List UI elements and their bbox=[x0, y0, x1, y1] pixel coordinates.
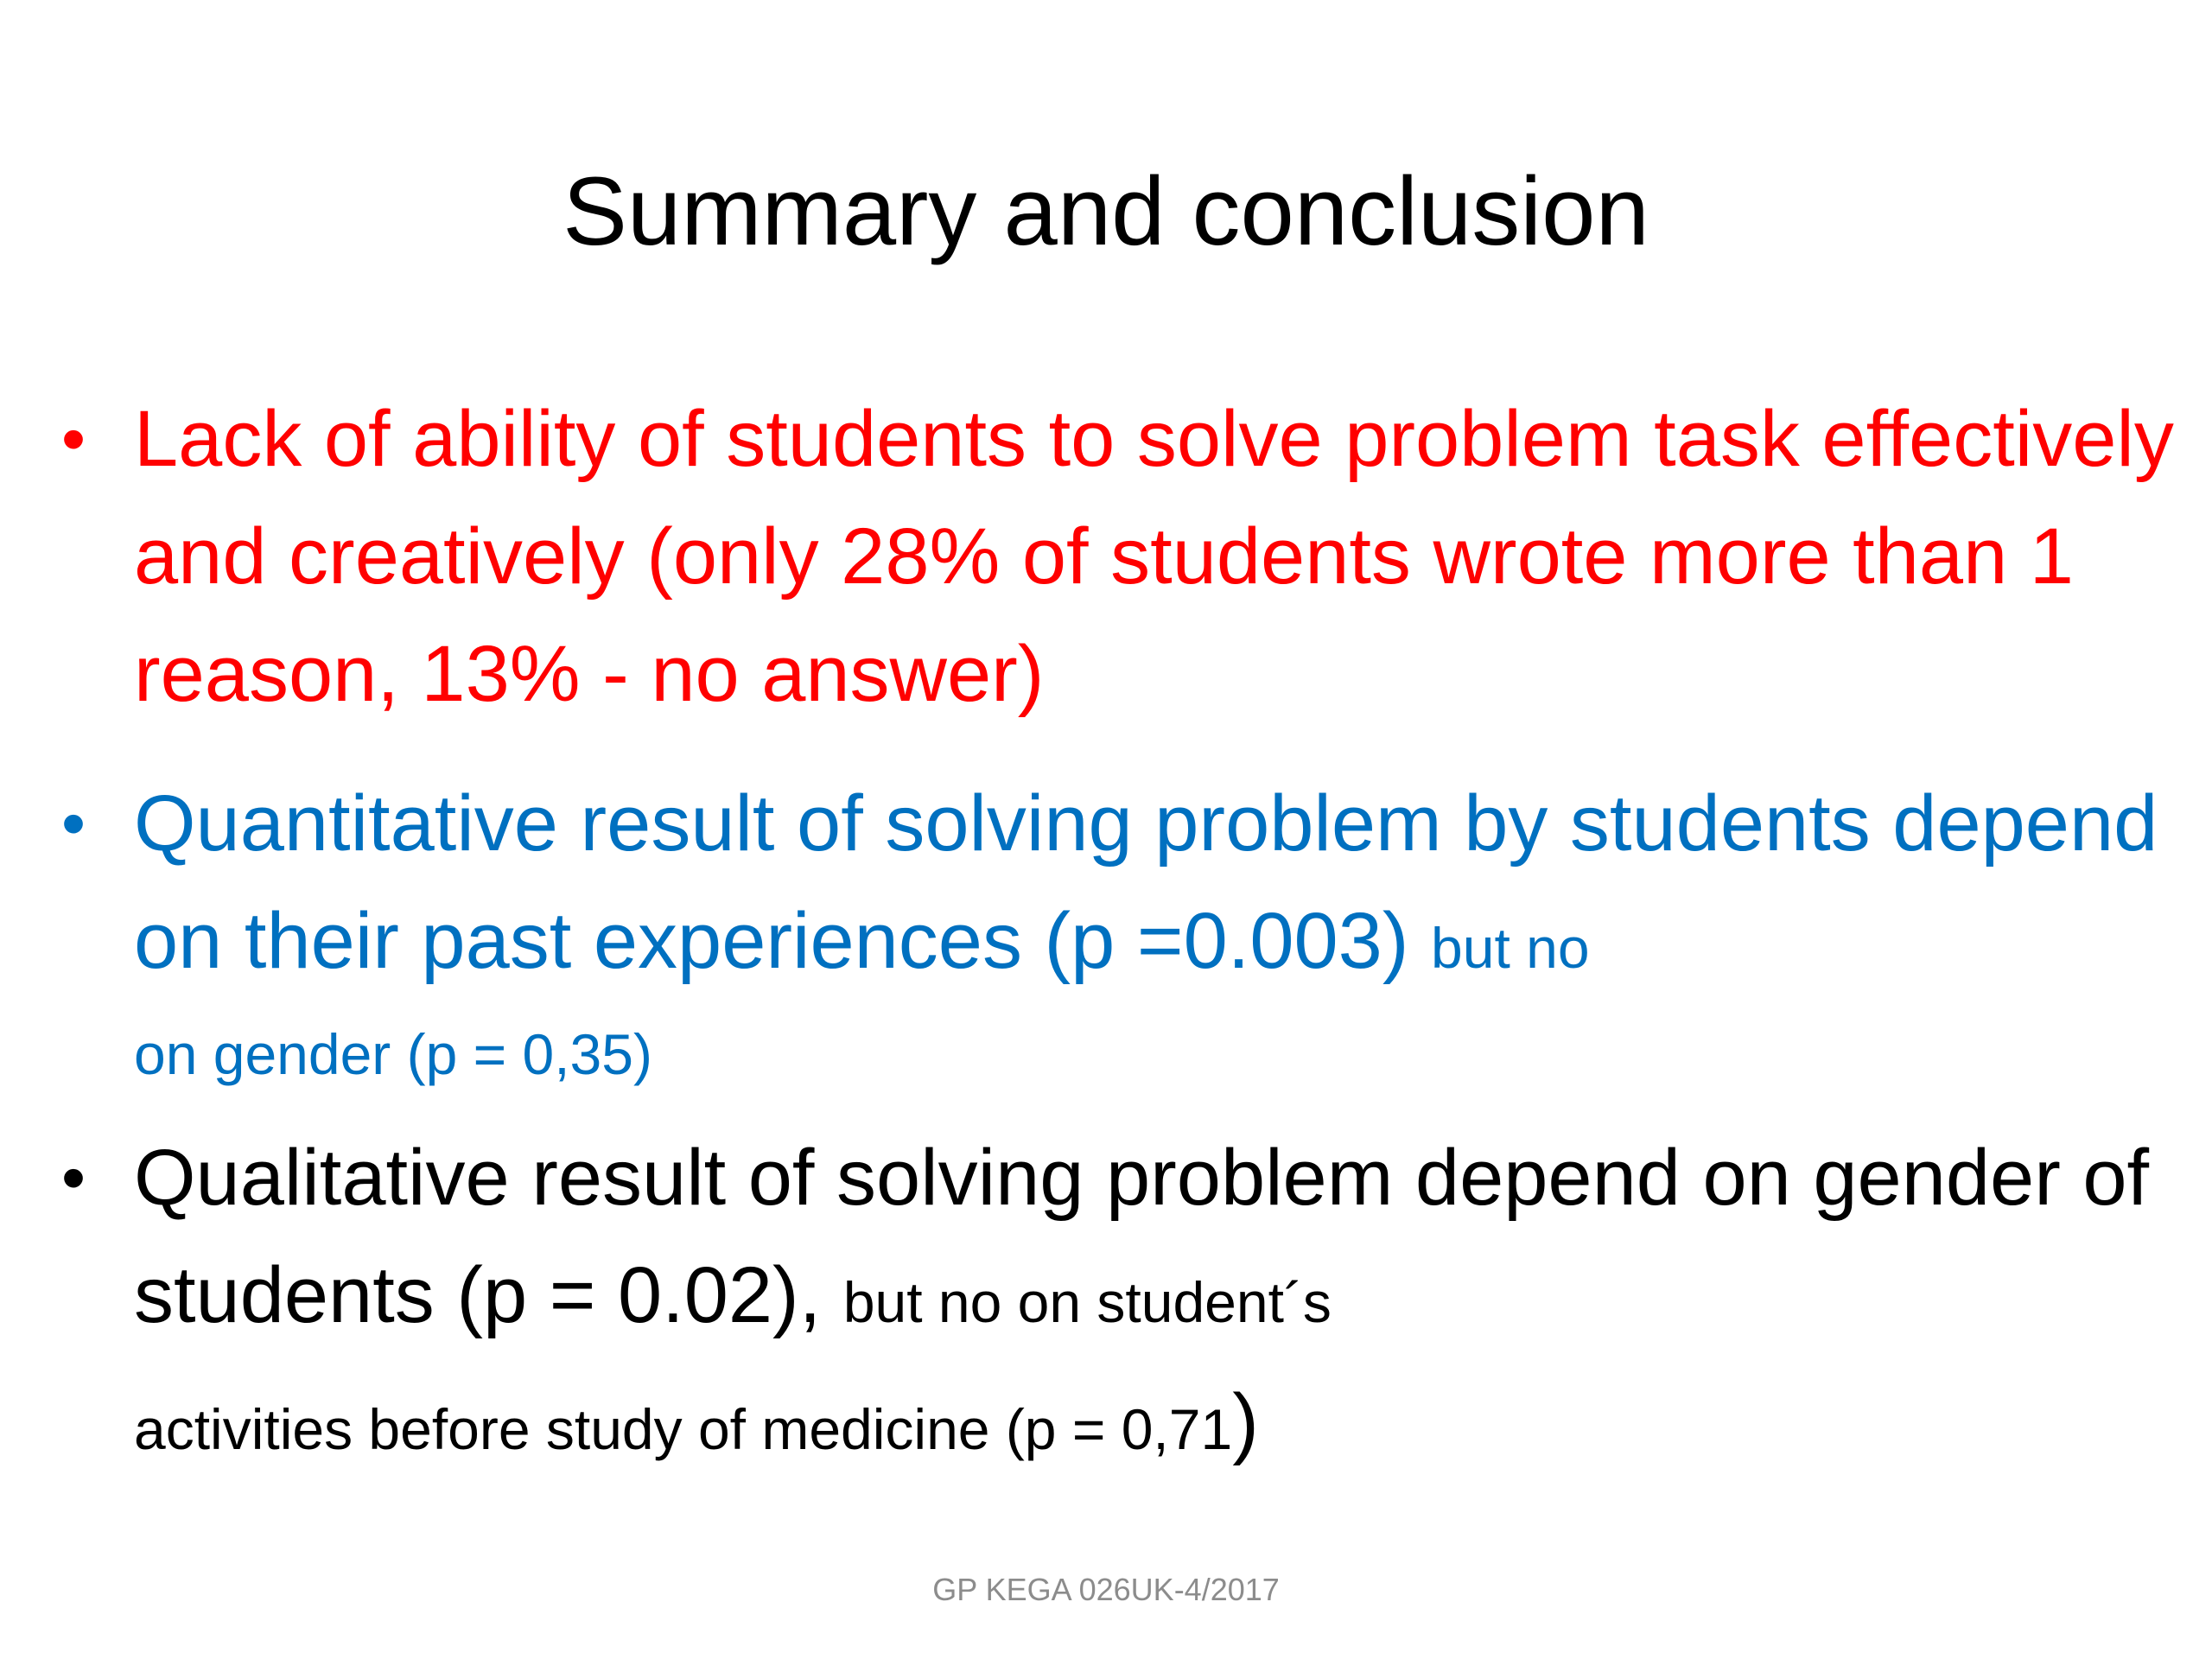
bullet-dot-icon: • bbox=[60, 785, 86, 861]
bullet-small-text-body: activities before study of medicine (p = 0,71 bbox=[134, 1397, 1233, 1461]
bullet-small-text: but no bbox=[1431, 916, 1590, 980]
bullet-item-quantitative-result bbox=[60, 765, 2190, 1102]
closing-parenthesis: ) bbox=[1232, 1378, 1259, 1466]
bullet-item-lack-of-ability bbox=[60, 380, 2190, 733]
bullet-dot-icon: • bbox=[60, 1139, 86, 1216]
bullet-small-text-continued bbox=[134, 1375, 2190, 1477]
bullet-text: Qualitative result of solving problem depend on gender of students (p = 0.02), bbox=[134, 1134, 2150, 1339]
bullet-text: Quantitative result of solving problem by students depend on their past experiences (p =0.003) bbox=[134, 779, 2158, 985]
bullet-dot-icon: • bbox=[60, 400, 86, 477]
slide-title: Summary and conclusion bbox=[563, 157, 1649, 265]
bullet-item-qualitative-result bbox=[60, 1119, 2190, 1477]
bullet-small-text: but no on student´s bbox=[842, 1270, 1332, 1334]
bullet-text: Lack of ability of students to solve problem task effectively and creatively (only 28% of students wrote more than 1 reason, 13% - no answer) bbox=[134, 395, 2174, 718]
slide-footer: GP KEGA 026UK-4/2017 bbox=[932, 1572, 1280, 1607]
bullet-small-text-continued: on gender (p = 0,35) bbox=[134, 1022, 652, 1086]
